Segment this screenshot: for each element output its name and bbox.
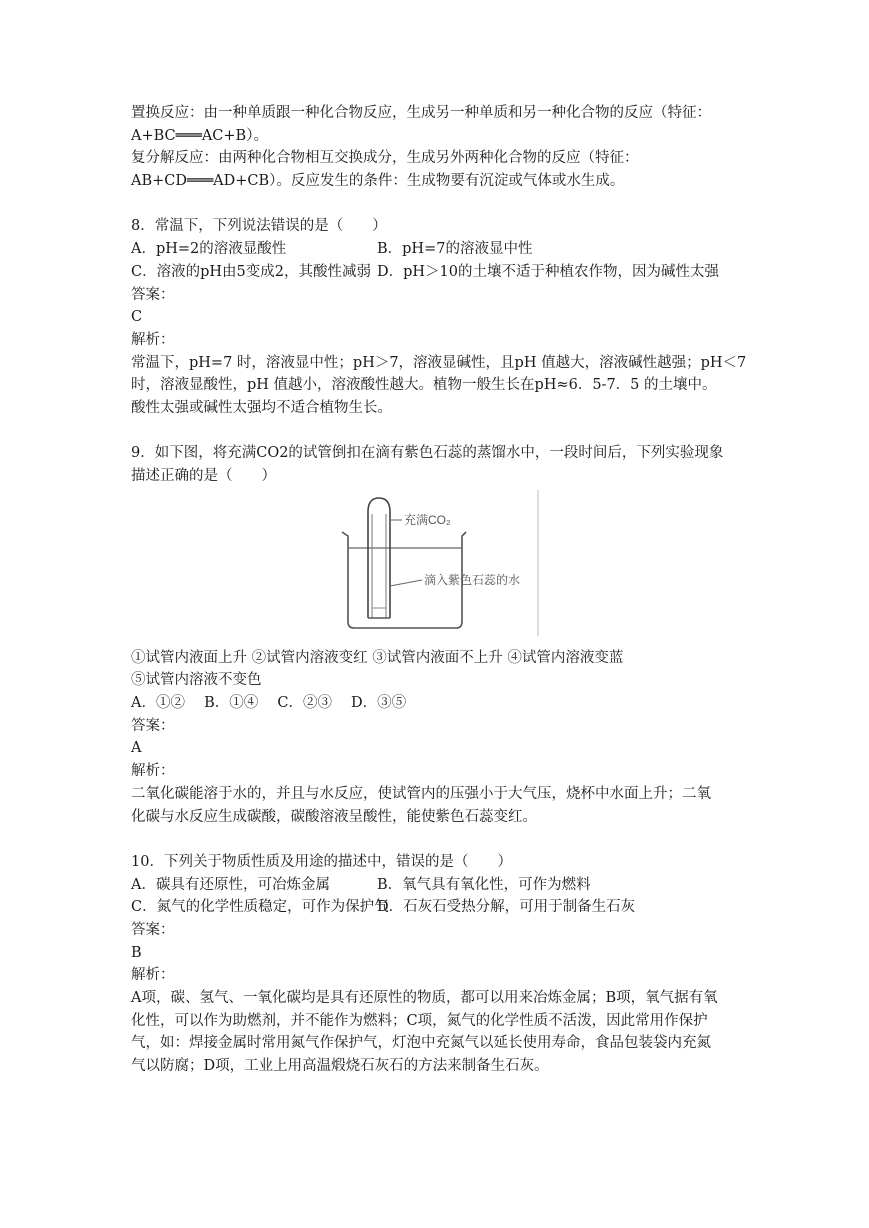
document-page <box>131 102 751 1078</box>
question-8-options-row <box>131 238 751 261</box>
answer-label: 答案： <box>131 286 175 303</box>
experiment-figure <box>131 490 751 647</box>
question-9-stem: 9．如下图，将充满CO2的试管倒扣在滴有紫色石蕊的蒸馏水中，一段时间后，下列实验现象 <box>131 445 724 462</box>
option-c: C．溶液的pH由5变成2，其酸性减弱 <box>131 263 371 280</box>
analysis-label: 解析： <box>131 763 175 780</box>
question-10-stem: 10．下列关于物质性质及用途的描述中，错误的是（ ） <box>131 853 512 870</box>
figure-label-co2: 充满CO₂ <box>404 512 451 527</box>
analysis-line: 气以防腐；D项，工业上用高温煅烧石灰石的方法来制备生石灰。 <box>131 1058 549 1075</box>
analysis-label: 解析： <box>131 967 175 984</box>
label-leader-bottom <box>390 580 422 586</box>
question-9-stem: 描述正确的是（ ） <box>131 468 276 484</box>
spacer <box>131 828 751 851</box>
spacer <box>131 420 751 443</box>
option-b: B．氧气具有氧化性，可作为燃料 <box>377 876 591 893</box>
option-d: D．pH＞10的土壤不适于种植农作物，因为碱性太强 <box>377 263 720 280</box>
question-9-options: A．①② B．①④ C．②③ D．③⑤ <box>131 695 407 712</box>
intro-line: AB+CD═══AD+CB）。反应发生的条件：生成物要有沉淀或气体或水生成。 <box>131 173 625 190</box>
intro-line: A+BC═══AC+B）。 <box>131 127 268 144</box>
analysis-line: 气，如：焊接金属时常用氮气作保护气，灯泡中充氮气以延长使用寿命，食品包装袋内充氮 <box>131 1035 711 1052</box>
analysis-line: 时，溶液显酸性，pH 值越小，溶液酸性越大。植物一般生长在pH≈6．5-7．5 的土壤中。 <box>131 377 717 394</box>
figure-label-water: 滴入紫色石蕊的水 <box>424 572 521 587</box>
analysis-line: 酸性太强或碱性太强均不适合植物生长。 <box>131 399 392 416</box>
spacer <box>131 193 751 216</box>
question-8-stem: 8．常温下，下列说法错误的是（ ） <box>131 218 387 235</box>
answer-value: C <box>131 309 143 326</box>
question-10-options-row <box>131 874 751 897</box>
answer-value: B <box>131 944 142 961</box>
test-tube <box>368 498 390 618</box>
analysis-line: A项，碳、氢气、一氧化碳均是具有还原性的物质，都可以用来冶炼金属；B项，氧气据有氧 <box>131 990 718 1006</box>
analysis-label: 解析： <box>131 331 175 348</box>
intro-line: 复分解反应：由两种化合物相互交换成分，生成另外两种化合物的反应（特征： <box>131 150 639 167</box>
answer-value: A <box>131 740 142 757</box>
analysis-line: 二氧化碳能溶于水的，并且与水反应，使试管内的压强小于大气压，烧杯中水面上升；二氧 <box>131 785 711 802</box>
question-9-items: ①试管内液面上升 ②试管内溶液变红 ③试管内液面不上升 ④试管内溶液变蓝 <box>131 649 624 666</box>
analysis-line: 化性，可以作为助燃剂，并不能作为燃料；C项，氮气的化学性质不活泼，因此常用作保护 <box>131 1012 708 1029</box>
beaker-test-tube-diagram <box>336 490 551 640</box>
question-10-options-row <box>131 896 751 919</box>
analysis-line: 常温下，pH=7 时，溶液显中性；pH＞7，溶液显碱性，且pH 值越大，溶液碱性越强；pH＜7 <box>131 354 747 371</box>
option-a: A．pH=2的溶液显酸性 <box>131 241 287 258</box>
option-d: D．石灰石受热分解，可用于制备生石灰 <box>377 899 636 916</box>
answer-label: 答案： <box>131 921 175 938</box>
option-a: A．碳具有还原性，可冶炼金属 <box>131 876 330 893</box>
answer-label: 答案： <box>131 717 175 734</box>
intro-line: 置换反应：由一种单质跟一种化合物反应，生成另一种单质和另一种化合物的反应（特征： <box>131 105 711 121</box>
option-b: B．pH=7的溶液显中性 <box>377 241 533 258</box>
question-8-options-row <box>131 261 751 284</box>
analysis-line: 化碳与水反应生成碳酸，碳酸溶液呈酸性，能使紫色石蕊变红。 <box>131 808 537 825</box>
question-9-items: ⑤试管内溶液不变色 <box>131 672 262 689</box>
option-c: C．氮气的化学性质稳定，可作为保护气 <box>131 899 389 916</box>
